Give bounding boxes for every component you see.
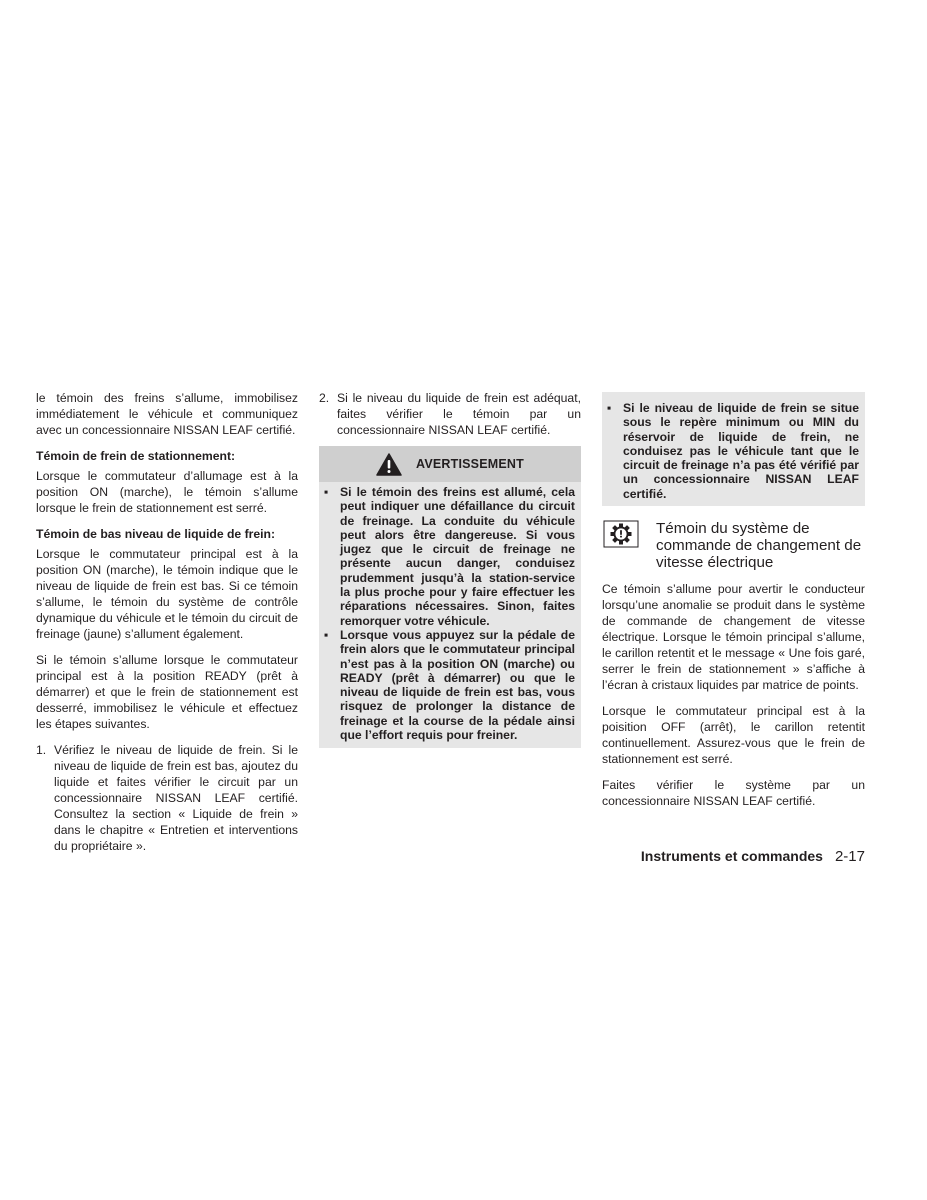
warning-header: [319, 446, 581, 482]
column-right: [602, 390, 865, 819]
warning-item-text: Si le niveau de liquide de frein se situe sous le repère minimum ou MIN du réservoir de liquide de frein, ne conduisez pas le véhicule tant que le circuit de freinage n’a pas été vérifié par un concessionnaire NISSAN LEAF certifié.: [623, 401, 859, 501]
heading-parking-brake: Témoin de frein de stationnement:: [36, 449, 236, 463]
paragraph: Lorsque le commutateur principal est à la poisition OFF (arrêt), le carillon retentit continuellement. Assurez-vous que le frein de stationnement est serré.: [602, 704, 865, 767]
column-middle: [319, 390, 581, 748]
paragraph: Lorsque le commutateur d’allumage est à la position ON (marche), le témoin s’allume lorsque le frein de stationnement est serré.: [36, 469, 298, 515]
warning-item: [324, 485, 575, 628]
heading-low-brake-fluid: Témoin de bas niveau de liquide de frein:: [36, 527, 276, 541]
warning-title: AVERTISSEMENT: [416, 457, 524, 471]
warning-item: [607, 401, 859, 501]
column-left: [36, 390, 298, 854]
bullet-icon: ▪: [324, 485, 329, 499]
paragraph: Si le témoin s’allume lorsque le commutateur principal est à la position READY (prêt à démarrer) et que le frein de stationnement est desserré, immobilisez le véhicule et effectuez les étapes suivantes.: [36, 653, 298, 731]
step-2: [319, 390, 581, 438]
page-footer: [641, 848, 865, 865]
section-heading: [602, 520, 865, 571]
section-title: Témoin du système de commande de changement de vitesse électrique: [656, 520, 862, 572]
paragraph: Lorsque le commutateur principal est à la position ON (marche), le témoin indique que le niveau de liquide de frein est bas. Si ce témoin s’allume, le témoin du système de contrôle dynamique du véhicule et le témoin du circuit de freinage (jaune) s’allument également.: [36, 547, 298, 641]
paragraph: Ce témoin s’allume pour avertir le conducteur lorsqu’une anomalie se produit dans le système de commande de changement de vitesse électrique. Lorsque le témoin principal s’allume, le carillon retentit et le message « Une fois garé, serrer le frein de stationnement » s’affiche à l’écran à cristaux liquides par matrice de points.: [602, 582, 865, 693]
page-number: 2-17: [834, 848, 865, 865]
footer-section-title: Instruments et commandes: [640, 848, 823, 864]
shift-system-warning-icon: [602, 520, 640, 548]
step-text: Si le niveau du liquide de frein est adéquat, faites vérifier le témoin par un concessionnaire NISSAN LEAF certifié.: [337, 391, 581, 437]
step-1: [36, 742, 298, 854]
warning-triangle-icon: [376, 453, 402, 476]
warning-item-text: Lorsque vous appuyez sur la pédale de frein alors que le commutateur principal n’est pas à la position ON (marche) ou READY (prêt à démarrer) ou que le niveau de liquide de frein est bas, vous risquez de prolonger la distance de freinage et la course de la pédale ainsi que l’effort requis pour freiner.: [340, 627, 575, 743]
step-number: 2.: [319, 391, 330, 405]
paragraph: Faites vérifier le système par un concessionnaire NISSAN LEAF certifié.: [602, 778, 865, 809]
warning-item-text: Si le témoin des freins est allumé, cela peut indiquer une défaillance du circuit de freinage. La conduite du véhicule peut alors être dangereuse. Si vous jugez que le circuit de freinage ne présente aucun danger, conduisez prudemment jusqu’à la station-service la plus proche pour y faire effectuer les réparations nécessaires. Sinon, faites remorquer votre véhicule.: [340, 485, 575, 628]
warning-box-continued: [602, 392, 865, 506]
warning-body: [319, 482, 581, 748]
bullet-icon: ▪: [607, 401, 612, 415]
warning-item: [324, 628, 575, 742]
bullet-icon: ▪: [324, 627, 329, 642]
step-number: 1.: [36, 743, 47, 757]
warning-box: [319, 446, 581, 748]
step-text: Vérifiez le niveau de liquide de frein. Si le niveau de liquide de frein est bas, ajoutez du liquide et faites vérifier le circuit par un concessionnaire NISSAN LEAF certifié. Consultez la section « Liquide de frein » dans le chapitre « Entretien et interventions du propriétaire ».: [54, 743, 298, 853]
paragraph: le témoin des freins s’allume, immobilisez immédiatement le véhicule et communiquez avec un concessionnaire NISSAN LEAF certifié.: [36, 391, 298, 437]
